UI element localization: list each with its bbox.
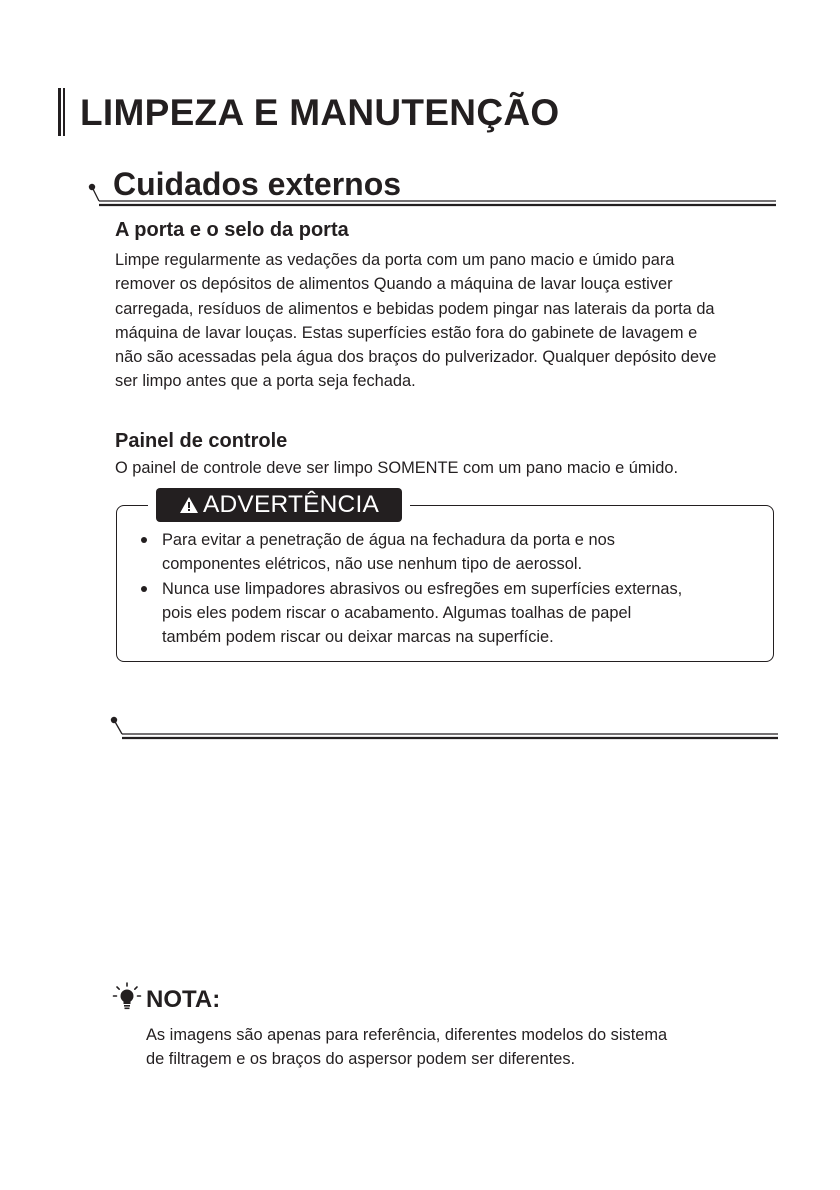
page-title: LIMPEZA E MANUTENÇÃO [80,92,560,133]
door-line: não são acessadas pela água dos braços do pulverizador. Qualquer depósito deve [115,348,717,367]
door-heading: A porta e o selo da porta [115,219,349,241]
bullet-icon [141,586,147,592]
warning-list [136,528,682,649]
warning-label-text: ADVERTÊNCIA [202,491,379,518]
door-line: máquina de lavar louças. Estas superfícies estão fora do gabinete de lavagem e [115,323,698,342]
bullet-icon [141,537,147,543]
section-heading: Cuidados externos [113,166,402,202]
warning-item-line: também podem riscar ou deixar marcas na superfície. [162,628,554,647]
warning-item-line: Para evitar a penetração de água na fechadura da porta e nos [162,531,615,549]
warning-label [156,488,402,522]
warning-item-line: componentes elétricos, não use nenhum tipo de aerossol. [162,555,583,574]
door-line: Limpe regularmente as vedações da porta com um pano macio e úmido para [115,251,675,269]
warning-item-line: pois eles podem riscar o acabamento. Algumas toalhas de papel [162,603,632,622]
door-line: remover os depósitos de alimentos Quando a máquina de lavar louça estiver [115,275,673,294]
warning-triangle-icon [179,496,199,514]
door-paragraph [115,248,716,394]
note-line: de filtragem e os braços do aspersor podem ser diferentes. [146,1050,576,1069]
door-line: ser limpo antes que a porta seja fechada. [115,372,416,391]
note-text [146,1023,667,1072]
control-panel-heading: Painel de controle [115,430,288,452]
note-line: As imagens são apenas para referência, diferentes modelos do sistema [146,1026,668,1044]
lightbulb-icon [112,982,142,1012]
door-line: carregada, resíduos de alimentos e bebidas podem pingar nas laterais da porta da [115,299,715,318]
section-rule-bottom [111,717,778,738]
warning-item [136,528,682,577]
warning-item [136,577,682,650]
control-panel-text: O painel de controle deve ser limpo SOMENTE com um pano macio e úmido. [115,459,678,477]
note-title: NOTA: [146,986,221,1013]
warning-item-line: Nunca use limpadores abrasivos ou esfregões em superfícies externas, [162,579,683,598]
